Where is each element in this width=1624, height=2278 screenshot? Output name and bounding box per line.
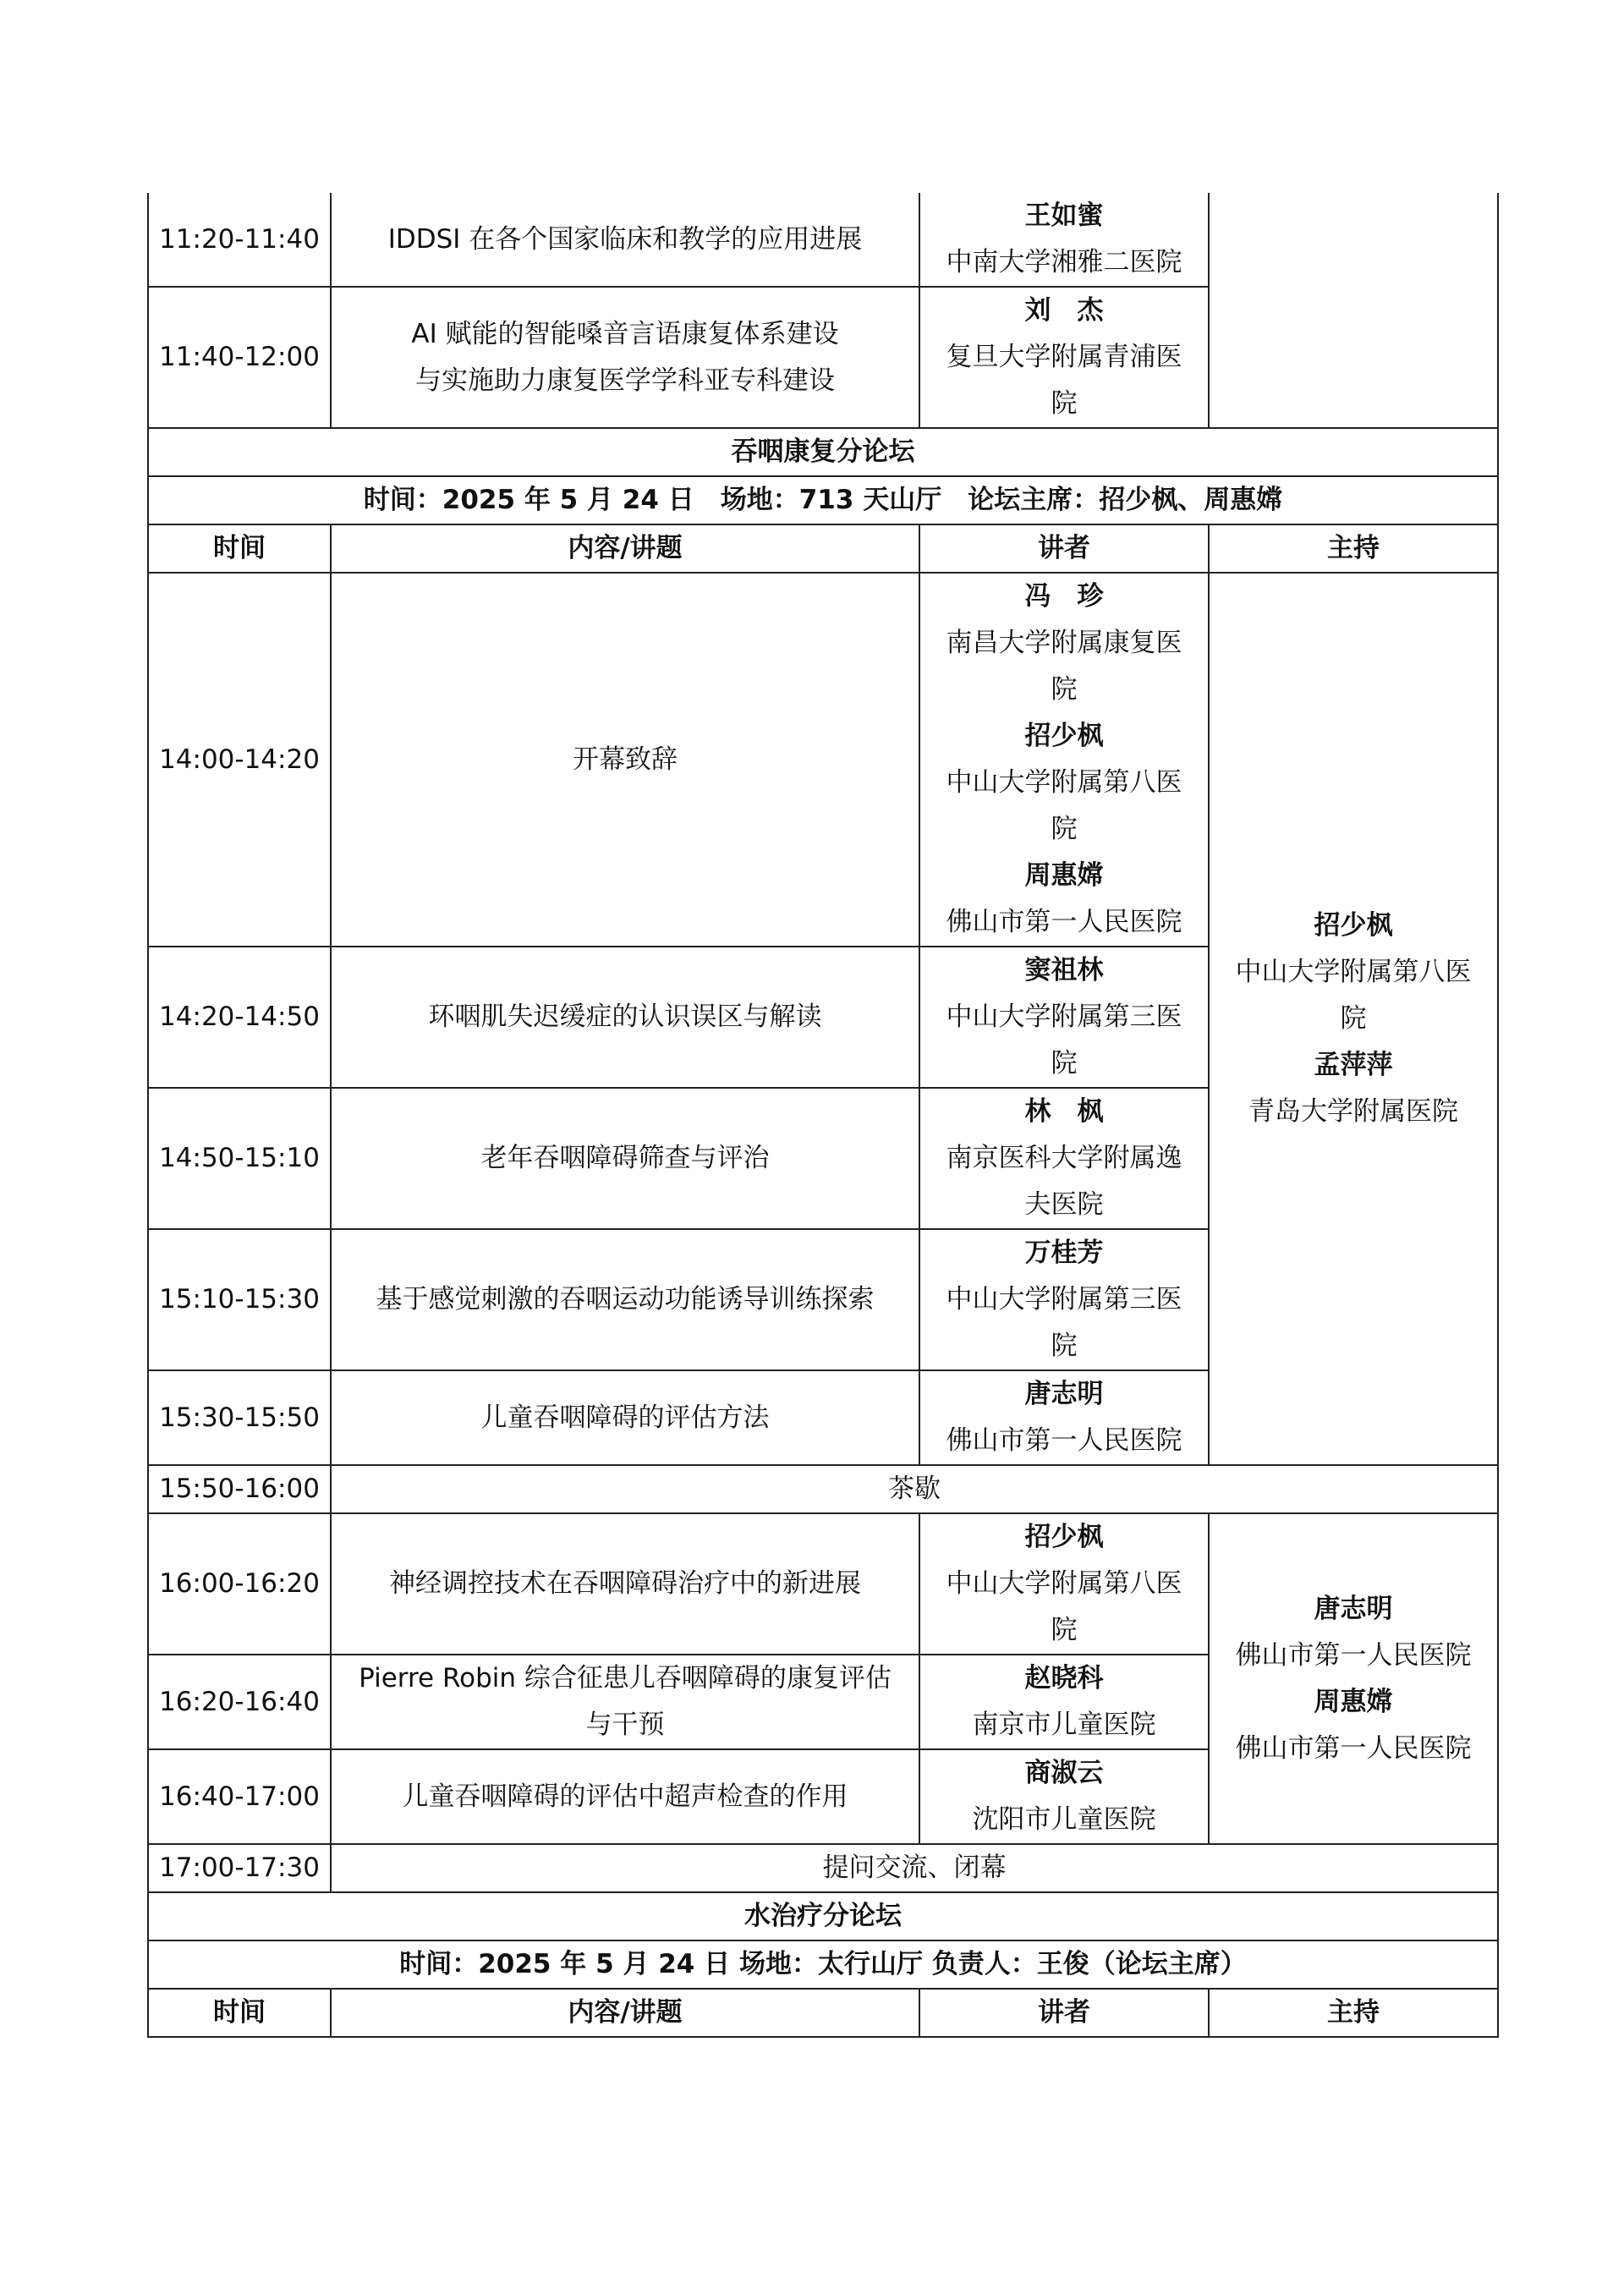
speaker-name: 唐志明 bbox=[1024, 1379, 1104, 1409]
header-time: 时间 bbox=[148, 524, 331, 573]
time-cell: 11:20-11:40 bbox=[148, 193, 331, 287]
speaker-name: 赵晓科 bbox=[1024, 1663, 1104, 1693]
topic-cell bbox=[331, 1088, 919, 1229]
topic-line: 老年吞咽障碍筛查与评治 bbox=[480, 1143, 770, 1173]
header-host: 主持 bbox=[1209, 524, 1498, 573]
schedule-table bbox=[147, 193, 1499, 2038]
topic-cell bbox=[331, 1513, 919, 1655]
header-time: 时间 bbox=[148, 1989, 331, 2037]
topic-line: 基于感觉刺激的吞咽运动功能诱导训练探索 bbox=[376, 1284, 875, 1315]
topic-cell bbox=[331, 1229, 919, 1370]
speaker-org: 中山大学附属第八医 bbox=[946, 1568, 1182, 1599]
schedule-body bbox=[148, 193, 1498, 2037]
host-name: 孟萍萍 bbox=[1314, 1050, 1393, 1080]
topic-line: AI 赋能的智能嗓音言语康复体系建设 bbox=[411, 318, 839, 349]
speaker-org: 院 bbox=[1051, 814, 1078, 844]
topic-cell bbox=[331, 1655, 919, 1749]
topic-cell bbox=[331, 193, 919, 287]
host-org: 青岛大学附属医院 bbox=[1248, 1096, 1458, 1127]
speaker-org: 院 bbox=[1051, 674, 1078, 705]
host-org: 中山大学附属第八医 bbox=[1235, 957, 1472, 987]
host-org: 佛山市第一人民医院 bbox=[1235, 1639, 1472, 1671]
speaker-name: 刘 杰 bbox=[1024, 295, 1104, 326]
speaker-cell bbox=[919, 947, 1209, 1088]
speaker-cell bbox=[919, 1088, 1209, 1229]
topic-line: 与实施助力康复医学学科亚专科建设 bbox=[415, 365, 835, 396]
break-row bbox=[148, 1465, 1498, 1513]
speaker-cell bbox=[919, 1229, 1209, 1370]
time-cell: 15:30-15:50 bbox=[148, 1370, 331, 1465]
host-name: 招少枫 bbox=[1314, 910, 1393, 941]
speaker-name: 林 枫 bbox=[1024, 1096, 1104, 1127]
table-row bbox=[148, 1513, 1498, 1655]
forum-title-row bbox=[148, 1892, 1498, 1940]
topic-line: Pierre Robin 综合征患儿吞咽障碍的康复评估 bbox=[359, 1663, 892, 1693]
host-cell-empty bbox=[1209, 193, 1498, 428]
time-cell: 15:10-15:30 bbox=[148, 1229, 331, 1370]
speaker-cell bbox=[919, 1370, 1209, 1465]
time-cell: 16:00-16:20 bbox=[148, 1513, 331, 1655]
header-row bbox=[148, 1989, 1498, 2037]
speaker-org: 中南大学湘雅二医院 bbox=[946, 247, 1182, 277]
time-cell: 11:40-12:00 bbox=[148, 287, 331, 428]
speaker-org: 院 bbox=[1051, 1048, 1078, 1079]
speaker-org: 中山大学附属第八医 bbox=[946, 767, 1182, 798]
header-row bbox=[148, 524, 1498, 573]
topic-cell bbox=[331, 1370, 919, 1465]
speaker-org: 夫医院 bbox=[1024, 1189, 1104, 1220]
topic-line: 与干预 bbox=[585, 1710, 665, 1740]
host-name: 唐志明 bbox=[1314, 1593, 1393, 1624]
topic-cell bbox=[331, 1749, 919, 1844]
break-label: 茶歇 bbox=[331, 1465, 1498, 1513]
topic-line: 儿童吞咽障碍的评估方法 bbox=[480, 1402, 770, 1433]
closing-label: 提问交流、闭幕 bbox=[331, 1844, 1498, 1892]
topic-cell bbox=[331, 287, 919, 428]
speaker-cell bbox=[919, 573, 1209, 947]
time-cell: 14:20-14:50 bbox=[148, 947, 331, 1088]
speaker-name: 冯 珍 bbox=[1024, 581, 1104, 612]
forum-title-row bbox=[148, 428, 1498, 476]
header-speaker: 讲者 bbox=[919, 1989, 1209, 2037]
time-cell: 16:20-16:40 bbox=[148, 1655, 331, 1749]
forum-info: 时间：2025 年 5 月 24 日 场地：太行山厅 负责人：王俊（论坛主席） bbox=[148, 1940, 1498, 1989]
speaker-org: 佛山市第一人民医院 bbox=[946, 907, 1182, 937]
speaker-name: 窦祖林 bbox=[1024, 955, 1104, 985]
speaker-cell bbox=[919, 1655, 1209, 1749]
topic-line: 儿童吞咽障碍的评估中超声检查的作用 bbox=[402, 1781, 848, 1812]
speaker-org: 南昌大学附属康复医 bbox=[946, 628, 1182, 658]
header-host: 主持 bbox=[1209, 1989, 1498, 2037]
forum-title: 吞咽康复分论坛 bbox=[148, 428, 1498, 476]
speaker-cell bbox=[919, 1749, 1209, 1844]
speaker-org: 复旦大学附属青浦医 bbox=[946, 342, 1182, 372]
speaker-org: 院 bbox=[1051, 1331, 1078, 1361]
speaker-org: 佛山市第一人民医院 bbox=[946, 1425, 1182, 1456]
host-org: 院 bbox=[1340, 1003, 1367, 1034]
speaker-org: 院 bbox=[1051, 1615, 1078, 1645]
speaker-name: 王如蜜 bbox=[1024, 200, 1104, 231]
speaker-name: 招少枫 bbox=[1024, 721, 1104, 751]
speaker-org: 中山大学附属第三医 bbox=[946, 1284, 1182, 1315]
header-speaker: 讲者 bbox=[919, 524, 1209, 573]
table-row bbox=[148, 573, 1498, 947]
speaker-cell bbox=[919, 193, 1209, 287]
speaker-name: 万桂芳 bbox=[1024, 1238, 1104, 1268]
host-cell bbox=[1209, 1513, 1498, 1844]
topic-cell bbox=[331, 573, 919, 947]
forum-info-row bbox=[148, 1940, 1498, 1989]
host-name: 周惠嫦 bbox=[1314, 1686, 1393, 1717]
speaker-name: 周惠嫦 bbox=[1024, 860, 1104, 891]
topic-line: 神经调控技术在吞咽障碍治疗中的新进展 bbox=[389, 1568, 861, 1599]
forum-info-row bbox=[148, 476, 1498, 524]
host-cell bbox=[1209, 573, 1498, 1465]
time-cell: 16:40-17:00 bbox=[148, 1749, 331, 1844]
header-content: 内容/讲题 bbox=[331, 524, 919, 573]
topic-line: 开幕致辞 bbox=[573, 744, 678, 775]
speaker-org: 南京医科大学附属逸 bbox=[946, 1143, 1182, 1173]
table-row bbox=[148, 193, 1498, 287]
speaker-name: 商淑云 bbox=[1024, 1758, 1104, 1788]
topic-cell bbox=[331, 947, 919, 1088]
time-cell: 14:50-15:10 bbox=[148, 1088, 331, 1229]
time-cell: 17:00-17:30 bbox=[148, 1844, 331, 1892]
speaker-cell bbox=[919, 287, 1209, 428]
speaker-org: 沈阳市儿童医院 bbox=[972, 1804, 1156, 1835]
topic-line: 环咽肌失迟缓症的认识误区与解读 bbox=[428, 1002, 822, 1032]
time-cell: 15:50-16:00 bbox=[148, 1465, 331, 1513]
forum-info: 时间：2025 年 5 月 24 日 场地：713 天山厅 论坛主席：招少枫、周惠嫦 bbox=[148, 476, 1498, 524]
speaker-org: 南京市儿童医院 bbox=[972, 1710, 1156, 1740]
topic-line: IDDSI 在各个国家临床和教学的应用进展 bbox=[387, 223, 863, 255]
time-cell: 14:00-14:20 bbox=[148, 573, 331, 947]
forum-title: 水治疗分论坛 bbox=[148, 1892, 1498, 1940]
host-org: 佛山市第一人民医院 bbox=[1235, 1732, 1472, 1764]
closing-row bbox=[148, 1844, 1498, 1892]
speaker-org: 院 bbox=[1051, 388, 1078, 419]
speaker-cell bbox=[919, 1513, 1209, 1655]
speaker-org: 中山大学附属第三医 bbox=[946, 1002, 1182, 1032]
header-content: 内容/讲题 bbox=[331, 1989, 919, 2037]
speaker-name: 招少枫 bbox=[1024, 1522, 1104, 1552]
